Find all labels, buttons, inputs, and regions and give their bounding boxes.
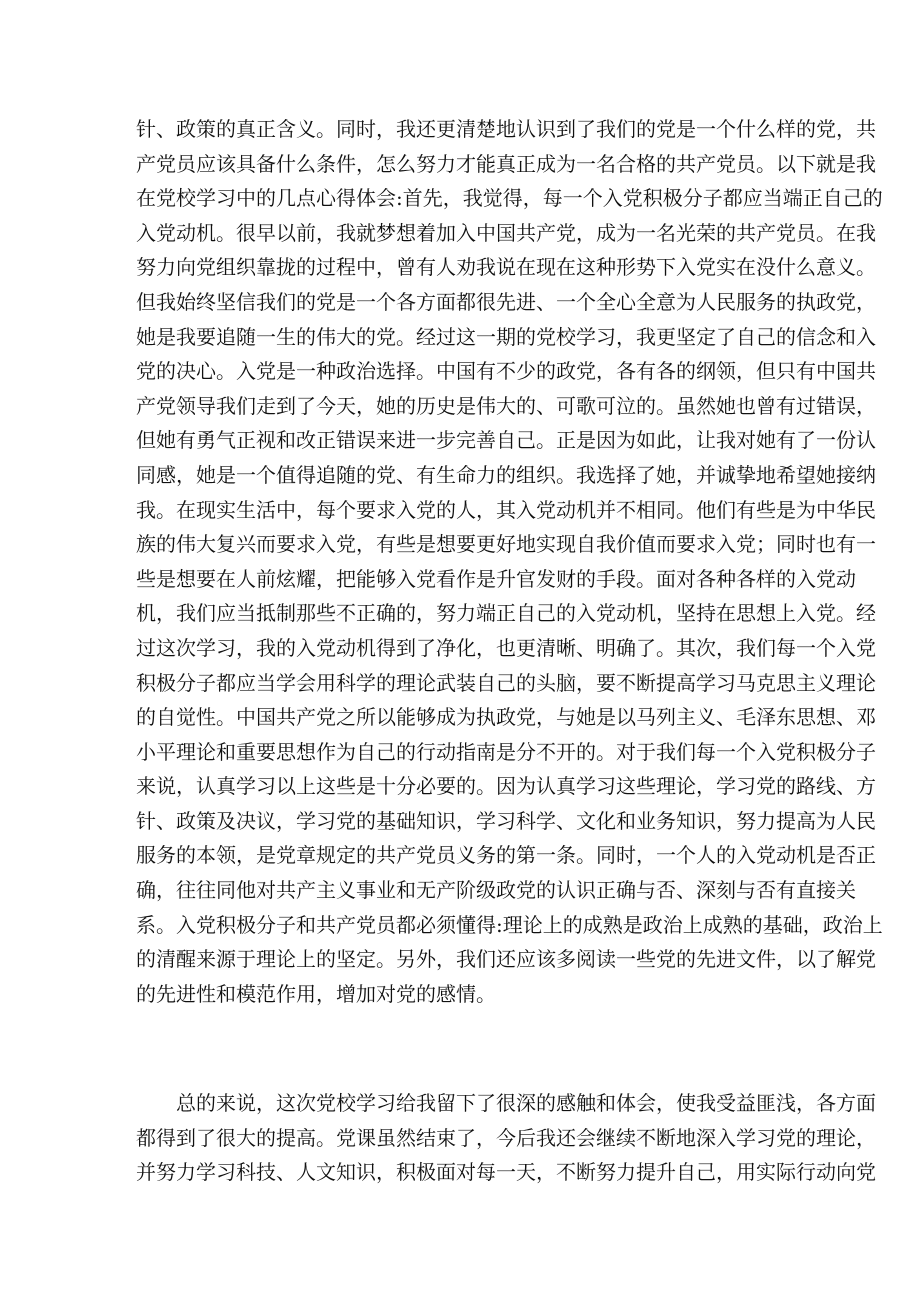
text-line: 机，我们应当抵制那些不正确的，努力端正自己的入党动机，坚持在思想上入党。经 <box>136 601 876 626</box>
text-line: 过这次学习，我的入党动机得到了净化，也更清晰、明确了。其次，我们每一个入党 <box>136 635 876 660</box>
text-line: 但她有勇气正视和改正错误来进一步完善自己。正是因为如此，让我对她有了一份认 <box>136 428 876 453</box>
text-line: 针、政策及决议，学习党的基础知识，学习科学、文化和业务知识，努力提高为人民 <box>136 808 876 833</box>
text-line: 些是想要在人前炫耀，把能够入党看作是升官发财的手段。面对各种各样的入党动 <box>136 566 856 591</box>
paragraph-1 <box>136 112 883 1011</box>
text-line: 但我始终坚信我们的党是一个各方面都很先进、一个全心全意为人民服务的执政党， <box>136 289 876 314</box>
text-line: 系。入党积极分子和共产党员都必须懂得:理论上的成熟是政治上成熟的基础，政治上 <box>136 912 883 937</box>
text-line: 的先进性和模范作用，增加对党的感情。 <box>136 981 496 1006</box>
text-line: 来说，认真学习以上这些是十分必要的。因为认真学习这些理论，学习党的路线、方 <box>136 774 876 799</box>
text-line: 都得到了很大的提高。党课虽然结束了，今后我还会继续不断地深入学习党的理论， <box>136 1125 876 1150</box>
text-line: 她是我要追随一生的伟大的党。经过这一期的党校学习，我更坚定了自己的信念和入 <box>136 324 876 349</box>
text-line: 的清醒来源于理论上的坚定。另外，我们还应该多阅读一些党的先进文件，以了解党 <box>136 947 876 972</box>
text-line: 党的决心。入党是一种政治选择。中国有不少的政党，各有各的纲领，但只有中国共 <box>136 359 876 384</box>
text-line: 努力向党组织靠拢的过程中，曾有人劝我说在现在这种形势下入党实在没什么意义。 <box>136 255 876 280</box>
text-line: 小平理论和重要思想作为自己的行动指南是分不开的。对于我们每一个入党积极分子 <box>136 739 876 764</box>
text-line: 针、政策的真正含义。同时，我还更清楚地认识到了我们的党是一个什么样的党，共 <box>136 117 876 141</box>
text-line: 服务的本领，是党章规定的共产党员义务的第一条。同时，一个人的入党动机是否正 <box>136 843 876 868</box>
text-line: 产党领导我们走到了今天，她的历史是伟大的、可歌可泣的。虽然她也曾有过错误， <box>136 393 876 418</box>
text-line: 确，往往同他对共产主义事业和无产阶级政党的认识正确与否、深刻与否有直接关 <box>136 878 856 903</box>
text-line: 族的伟大复兴而要求入党，有些是想要更好地实现自我价值而要求入党；同时也有一 <box>136 532 876 557</box>
text-line: 在党校学习中的几点心得体会:首先，我觉得，每一个入党积极分子都应当端正自己的 <box>136 186 883 211</box>
text-line: 总的来说，这次党校学习给我留下了很深的感触和体会，使我受益匪浅，各方面 <box>176 1091 876 1115</box>
text-line: 入党动机。很早以前，我就梦想着加入中国共产党，成为一名光荣的共产党员。在我 <box>136 220 876 245</box>
text-line: 的自觉性。中国共产党之所以能够成为执政党，与她是以马列主义、毛泽东思想、邓 <box>136 705 876 730</box>
text-line: 产党员应该具备什么条件，怎么努力才能真正成为一名合格的共产党员。以下就是我 <box>136 151 876 176</box>
text-line: 同感，她是一个值得追随的党、有生命力的组织。我选择了她，并诚挚地希望她接纳 <box>136 462 876 487</box>
text-line: 我。在现实生活中，每个要求入党的人，其入党动机并不相同。他们有些是为中华民 <box>136 497 876 522</box>
text-line: 并努力学习科技、人文知识，积极面对每一天，不断努力提升自己，用实际行动向党 <box>136 1160 876 1185</box>
text-line: 积极分子都应当学会用科学的理论武装自己的头脑，要不断提高学习马克思主义理论 <box>136 670 876 695</box>
paragraph-2 <box>136 1086 876 1190</box>
